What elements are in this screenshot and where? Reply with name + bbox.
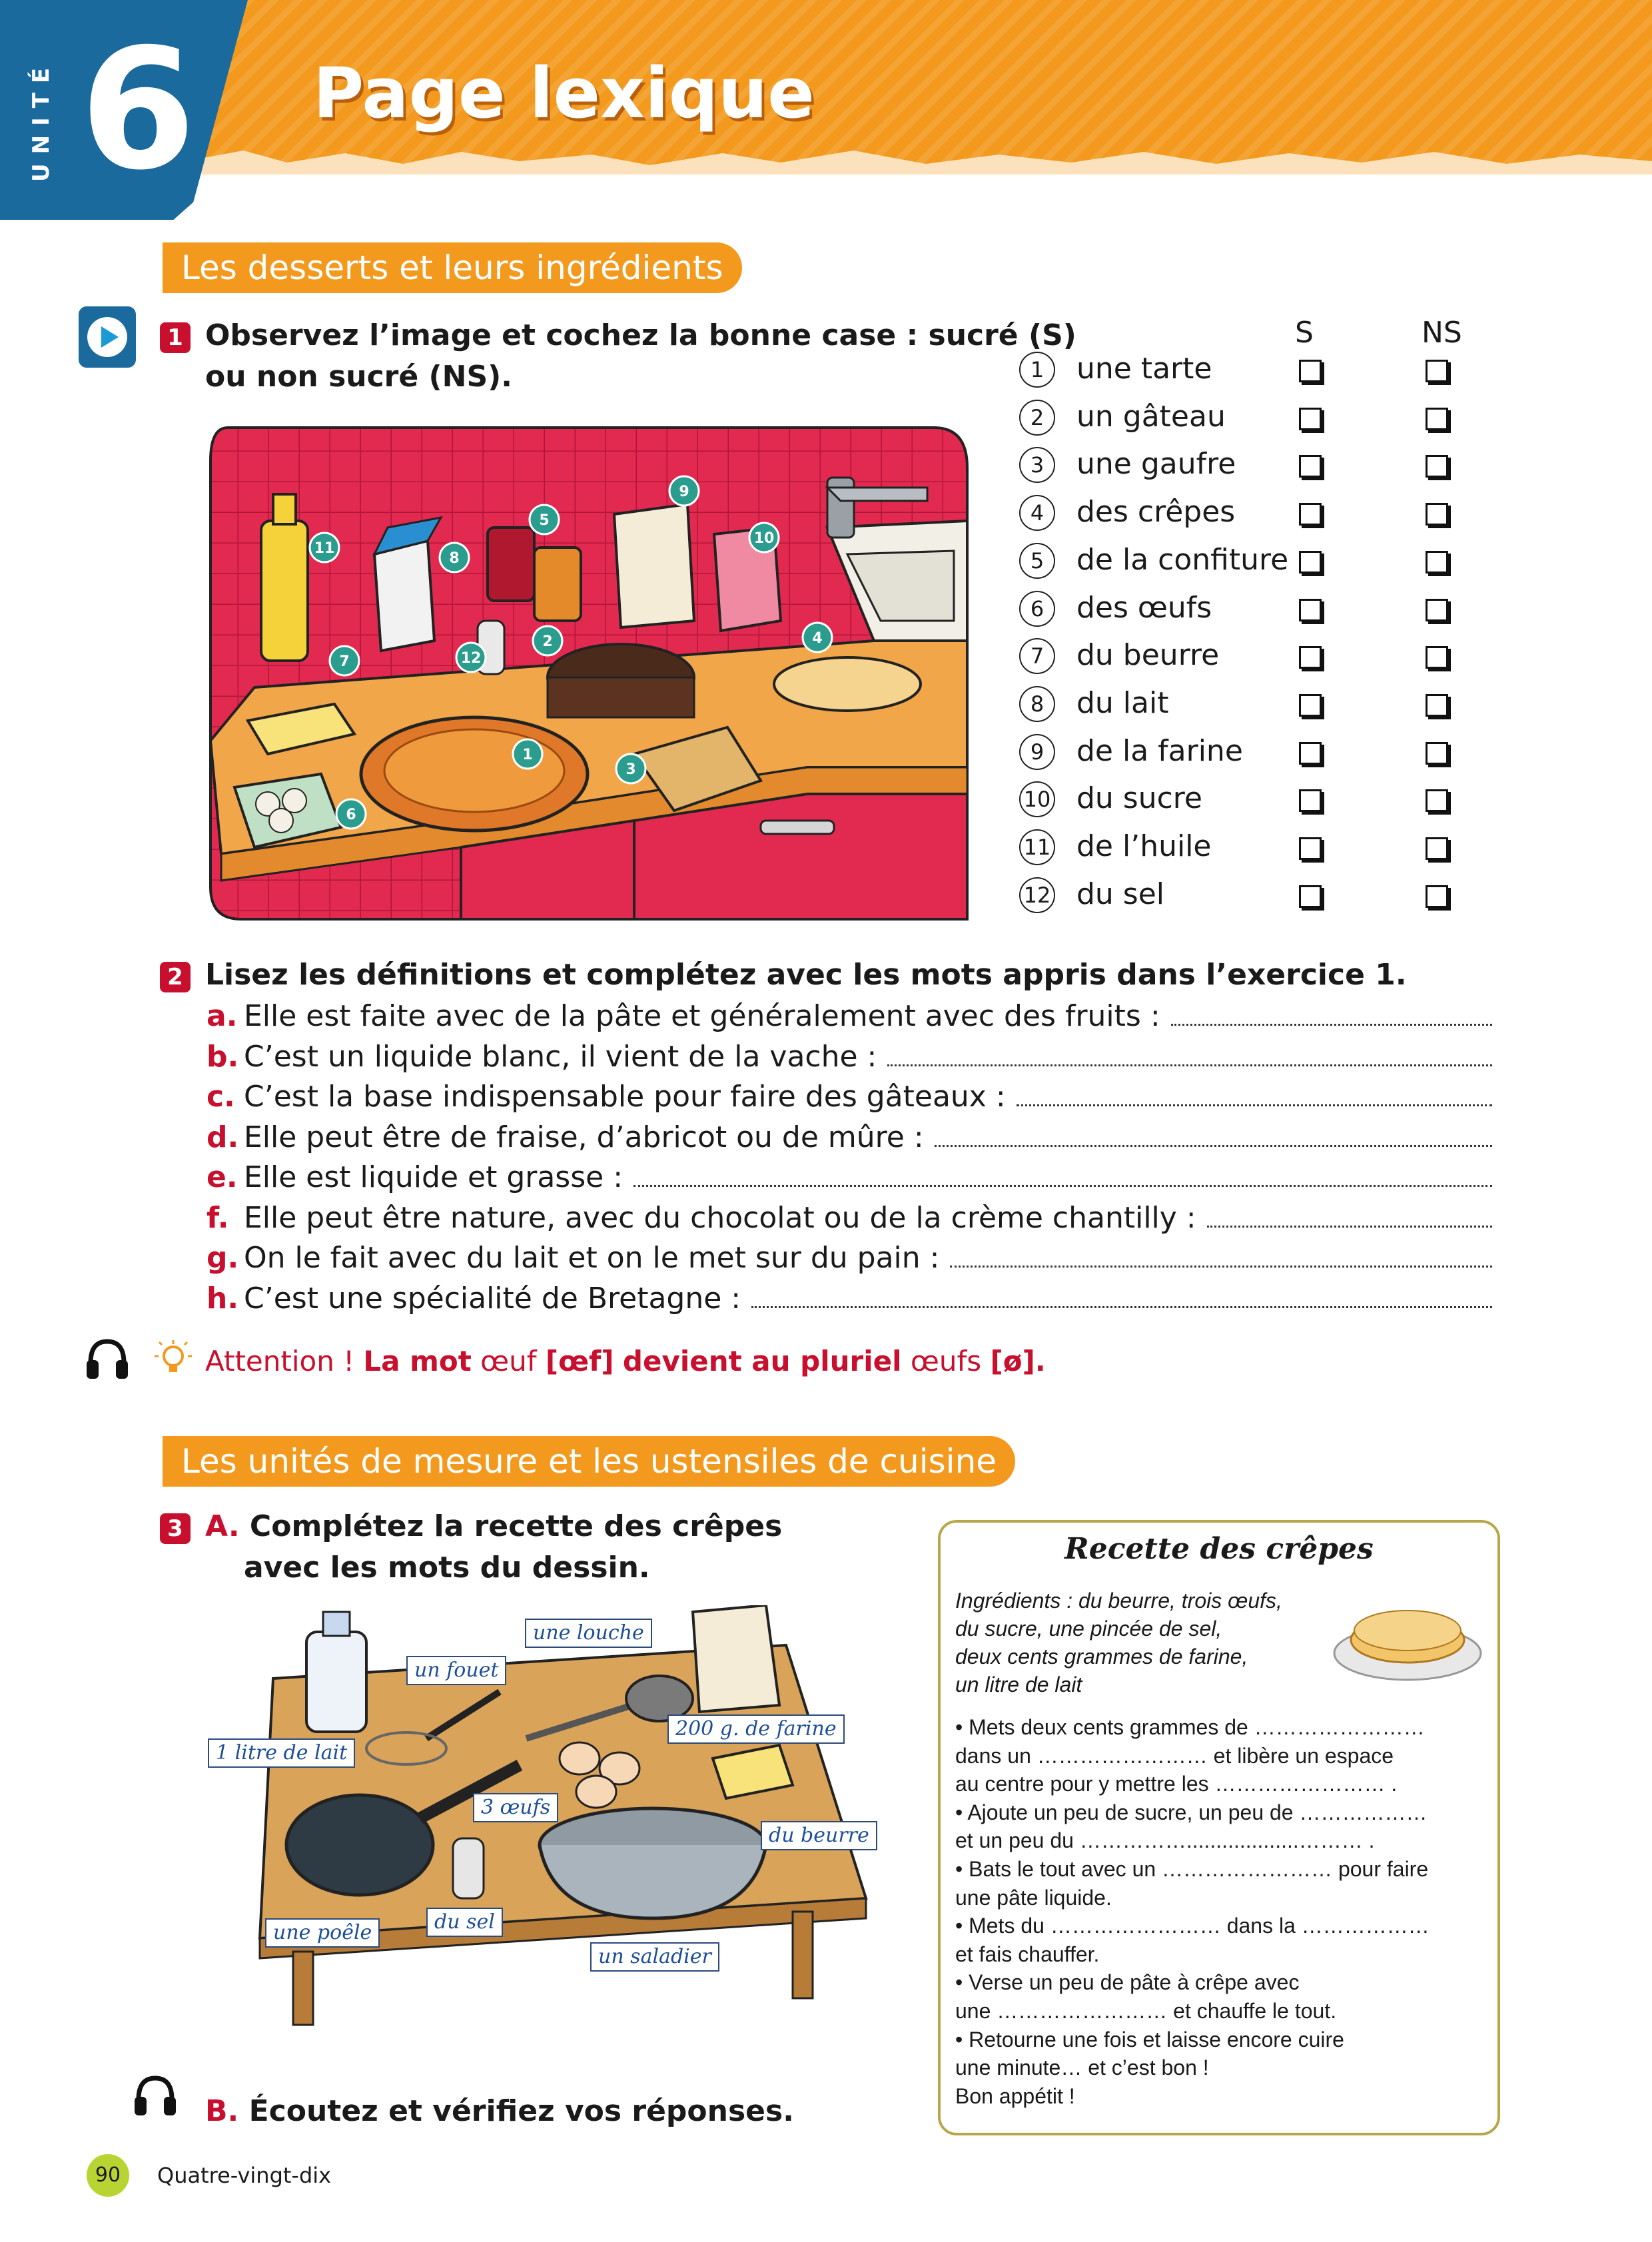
- exercise-1-instruction-line2: ou non sucré (NS).: [205, 360, 512, 394]
- recipe-step-line: • Mets du …………………… dans la ………………: [955, 1914, 1430, 1938]
- column-header-s: S: [1295, 316, 1314, 350]
- attention-word2: œufs: [910, 1345, 982, 1377]
- recipe-step-line: dans un …………………… et libère un espace: [955, 1743, 1394, 1768]
- kitchen-illustration: [208, 421, 970, 922]
- label-saladier: un saladier: [590, 1942, 719, 1972]
- definition-item: [206, 1037, 1492, 1077]
- vocab-item: [1019, 824, 1485, 871]
- svg-text:5: 5: [539, 512, 550, 529]
- answer-blank[interactable]: [1017, 1077, 1492, 1106]
- recipe-ingredient-line: Ingrédients : du beurre, trois œufs,: [955, 1589, 1282, 1613]
- recipe-step-line: • Bats le tout avec un …………………… pour faire: [955, 1857, 1429, 1881]
- vocab-word: du lait: [1076, 685, 1169, 720]
- answer-blank[interactable]: [633, 1158, 1492, 1187]
- answer-blank[interactable]: [1207, 1198, 1492, 1228]
- svg-text:3: 3: [625, 761, 636, 778]
- vocab-item: [1019, 538, 1485, 584]
- vocab-number: 4: [1019, 495, 1055, 531]
- page-number: 90: [87, 2154, 129, 2197]
- vocab-word: une tarte: [1076, 352, 1212, 386]
- checkbox-sucre[interactable]: [1299, 360, 1322, 382]
- vocab-item: [1019, 585, 1485, 632]
- vocab-number: 3: [1019, 447, 1055, 483]
- exercise-3b-text: Écoutez et vérifiez vos réponses.: [248, 2094, 794, 2128]
- vocab-number: 11: [1019, 829, 1055, 865]
- vocab-number: 6: [1019, 591, 1055, 627]
- answer-blank[interactable]: [1171, 996, 1492, 1026]
- label-fouet: un fouet: [406, 1656, 506, 1685]
- exercise-3b-letter: B.: [205, 2094, 239, 2128]
- svg-text:10: 10: [753, 530, 775, 547]
- vocab-item: [1019, 633, 1485, 679]
- checkbox-sucre[interactable]: [1299, 742, 1322, 765]
- recipe-step-line: une minute… et c’est bon !: [955, 2055, 1209, 2080]
- svg-text:1: 1: [522, 747, 533, 763]
- svg-text:2: 2: [542, 633, 553, 650]
- exercise-1-instruction-line1: Observez l’image et cochez la bonne case : sucré (S): [205, 318, 1076, 352]
- checkbox-sucre[interactable]: [1299, 503, 1322, 526]
- vocab-word: du sucre: [1076, 781, 1202, 816]
- definition-item: [206, 1118, 1492, 1158]
- vocab-number: 8: [1019, 686, 1055, 722]
- vocab-word: de l’huile: [1076, 829, 1212, 863]
- attention-part2: devient au pluriel: [622, 1345, 902, 1377]
- attention-note: [205, 1343, 1046, 1380]
- svg-text:4: 4: [812, 630, 823, 647]
- attention-label: Attention !: [205, 1345, 355, 1377]
- recipe-box: [938, 1520, 1500, 2135]
- checkbox-non-sucre[interactable]: [1426, 599, 1448, 621]
- checkbox-non-sucre[interactable]: [1426, 408, 1448, 430]
- vocab-item: [1019, 681, 1485, 727]
- crepes-plate-illustration: [1331, 1587, 1484, 1686]
- definition-letter: h.: [206, 1281, 239, 1315]
- vocab-item: [1019, 729, 1485, 775]
- definition-letter: e.: [206, 1160, 238, 1194]
- checkbox-sucre[interactable]: [1299, 408, 1322, 430]
- checkbox-non-sucre[interactable]: [1426, 646, 1448, 669]
- vocab-word: des œufs: [1076, 590, 1212, 625]
- vocab-item: [1019, 346, 1485, 393]
- vocab-item: [1019, 442, 1485, 488]
- checkbox-sucre[interactable]: [1299, 599, 1322, 621]
- answer-blank[interactable]: [887, 1037, 1492, 1066]
- checkbox-non-sucre[interactable]: [1426, 503, 1448, 526]
- recipe-step-line: • Verse un peu de pâte à crêpe avec: [955, 1970, 1300, 1995]
- headphones-icon[interactable]: [84, 1335, 131, 1384]
- recipe-step-line: une …………………… et chauffe le tout.: [955, 1999, 1337, 2023]
- svg-text:7: 7: [339, 653, 350, 670]
- header-banner: [0, 0, 1652, 175]
- checkbox-sucre[interactable]: [1299, 646, 1322, 669]
- exercise-3-badge: 3: [160, 1513, 191, 1544]
- definition-text: C’est la base indispensable pour faire des gâteaux :: [244, 1080, 1006, 1114]
- definition-letter: d.: [206, 1120, 239, 1154]
- vocab-item: [1019, 872, 1485, 919]
- definition-text: Elle est faite avec de la pâte et généralement avec des fruits :: [244, 999, 1160, 1033]
- vocab-word: du beurre: [1076, 638, 1220, 673]
- play-video-icon[interactable]: [77, 305, 137, 369]
- label-louche: une louche: [525, 1619, 652, 1648]
- answer-blank[interactable]: [751, 1279, 1492, 1308]
- checkbox-non-sucre[interactable]: [1426, 455, 1448, 478]
- svg-text:9: 9: [679, 484, 689, 500]
- recipe-ingredient-line: deux cents grammes de farine,: [955, 1645, 1248, 1669]
- checkbox-sucre[interactable]: [1299, 885, 1322, 908]
- attention-word1: œuf: [480, 1345, 537, 1377]
- unit-number: 6: [80, 13, 196, 206]
- recipe-ingredient-line: du sucre, une pincée de sel,: [955, 1617, 1222, 1641]
- definition-text: C’est une spécialité de Bretagne :: [244, 1281, 741, 1315]
- checkbox-sucre[interactable]: [1299, 455, 1322, 478]
- vocab-number: 10: [1019, 781, 1055, 817]
- headphones-icon[interactable]: [132, 2071, 179, 2121]
- definition-text: Elle peut être de fraise, d’abricot ou de mûre :: [244, 1120, 924, 1154]
- vocab-word: de la confiture: [1076, 542, 1289, 577]
- vocab-number: 12: [1019, 877, 1055, 913]
- vocab-word: du sel: [1076, 877, 1165, 911]
- checkbox-sucre[interactable]: [1299, 694, 1322, 717]
- vocab-word: des crêpes: [1076, 495, 1236, 530]
- checkbox-non-sucre[interactable]: [1426, 789, 1448, 812]
- attention-part1: La mot: [363, 1345, 472, 1377]
- definition-letter: f.: [206, 1200, 229, 1235]
- unit-label: UNITÉ: [28, 58, 55, 182]
- label-oeufs: 3 œufs: [473, 1793, 558, 1822]
- attention-phon2: [ø].: [990, 1345, 1046, 1377]
- svg-text:11: 11: [314, 540, 335, 557]
- recipe-title: Recette des crêpes: [1064, 1532, 1374, 1566]
- label-lait: 1 litre de lait: [208, 1738, 355, 1768]
- recipe-step-line: au centre pour y mettre les …………………… .: [955, 1772, 1398, 1796]
- label-farine: 200 g. de farine: [667, 1714, 845, 1744]
- section-title-desserts: Les desserts et leurs ingrédients: [163, 242, 742, 293]
- definition-item: [206, 1158, 1492, 1198]
- vocab-number: 2: [1019, 400, 1055, 436]
- exercise-3a-line1: Complétez la recette des crêpes: [249, 1509, 783, 1543]
- recipe-step-line: • Mets deux cents grammes de ……………………: [955, 1715, 1425, 1739]
- svg-text:6: 6: [346, 807, 356, 823]
- vocab-number: 1: [1019, 352, 1055, 388]
- exercise-1-badge: 1: [160, 322, 191, 353]
- exercise-2-instruction: Lisez les définitions et complétez avec les mots appris dans l’exercice 1.: [205, 958, 1407, 992]
- checkbox-non-sucre[interactable]: [1426, 694, 1448, 717]
- checkbox-sucre[interactable]: [1299, 837, 1322, 860]
- vocab-word: un gâteau: [1076, 399, 1226, 434]
- vocab-word: une gaufre: [1076, 447, 1236, 482]
- attention-phon1: [œf]: [545, 1345, 614, 1377]
- definition-text: Elle peut être nature, avec du chocolat ou de la crème chantilly :: [244, 1200, 1196, 1235]
- vocab-number: 9: [1019, 734, 1055, 770]
- definition-item: [206, 1198, 1492, 1238]
- checkbox-non-sucre[interactable]: [1426, 837, 1448, 860]
- answer-blank[interactable]: [950, 1238, 1492, 1268]
- vocab-number: 5: [1019, 543, 1055, 579]
- exercise-2-badge: 2: [160, 962, 191, 992]
- lightbulb-icon: [153, 1339, 193, 1384]
- exercise-3b: [205, 2091, 794, 2131]
- definition-text: On le fait avec du lait et on le met sur du pain :: [244, 1241, 940, 1275]
- checkbox-non-sucre[interactable]: [1426, 885, 1448, 908]
- vocab-word: de la farine: [1076, 733, 1243, 768]
- definition-letter: c.: [206, 1080, 235, 1114]
- vocab-item: [1019, 490, 1485, 536]
- recipe-ingredient-line: un litre de lait: [955, 1673, 1082, 1696]
- svg-text:8: 8: [449, 550, 460, 567]
- recipe-step-line: et fais chauffer.: [955, 1942, 1100, 1966]
- definition-letter: a.: [206, 999, 238, 1033]
- page-title: Page lexique: [313, 53, 815, 134]
- definition-item: [206, 1238, 1492, 1278]
- definition-item: [206, 1279, 1492, 1319]
- recipe-step-line: Bon appétit !: [955, 2083, 1075, 2108]
- recipe-step-line: et un peu du ……………...................……… .: [955, 1828, 1375, 1853]
- label-sel: du sel: [426, 1908, 503, 1937]
- recipe-step-line: une pâte liquide.: [955, 1885, 1112, 1910]
- section-title-ustensiles: Les unités de mesure et les ustensiles de cuisine: [163, 1436, 1015, 1487]
- checkbox-non-sucre[interactable]: [1426, 551, 1448, 573]
- definition-letter: b.: [206, 1039, 239, 1074]
- label-beurre: du beurre: [761, 1821, 877, 1850]
- definition-letter: g.: [206, 1241, 239, 1275]
- checkbox-non-sucre[interactable]: [1426, 360, 1448, 382]
- vocab-item: [1019, 776, 1485, 823]
- vocab-number: 7: [1019, 638, 1055, 674]
- definition-text: Elle est liquide et grasse :: [244, 1160, 623, 1194]
- exercise-3a: [205, 1507, 782, 1547]
- vocab-item: [1019, 394, 1485, 441]
- exercise-3a-line2: avec les mots du dessin.: [244, 1551, 650, 1585]
- label-poele: une poêle: [265, 1918, 380, 1948]
- page-number-words: Quatre-vingt-dix: [157, 2163, 332, 2188]
- recipe-step-line: • Ajoute un peu de sucre, un peu de ………………: [955, 1800, 1428, 1824]
- checkbox-sucre[interactable]: [1299, 789, 1322, 812]
- column-header-ns: NS: [1422, 316, 1462, 350]
- definition-item: [206, 996, 1492, 1036]
- checkbox-non-sucre[interactable]: [1426, 742, 1448, 765]
- answer-blank[interactable]: [935, 1118, 1492, 1147]
- svg-text:12: 12: [460, 650, 482, 667]
- checkbox-sucre[interactable]: [1299, 551, 1322, 573]
- exercise-3a-letter: A.: [205, 1509, 240, 1543]
- definition-text: C’est un liquide blanc, il vient de la vache :: [244, 1039, 877, 1074]
- definition-item: [206, 1077, 1492, 1117]
- recipe-step-line: • Retourne une fois et laisse encore cuire: [955, 2027, 1344, 2052]
